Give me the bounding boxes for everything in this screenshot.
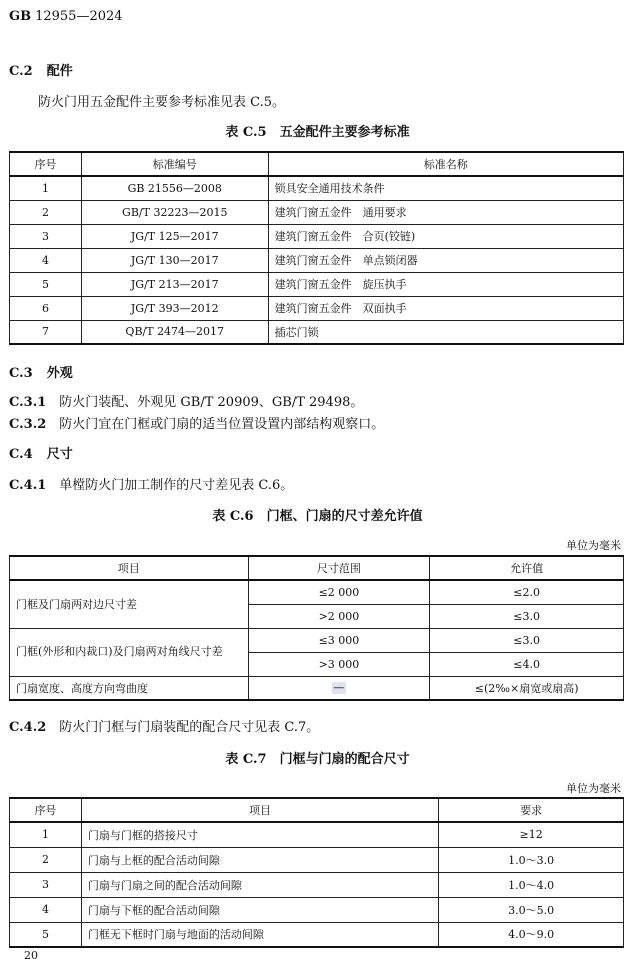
table-cell: 1 <box>10 822 82 847</box>
table-row <box>10 272 624 296</box>
table-cell: 5 <box>10 272 82 296</box>
table-row <box>10 200 624 224</box>
table-cell: 1.0～3.0 <box>439 847 624 872</box>
table-row <box>10 872 624 897</box>
clause-number: C.4.2 <box>9 720 47 735</box>
table-cell: 建筑门窗五金件 合页(铰链) <box>268 224 623 248</box>
table-cell: 门框(外形和内裁口)及门扇两对角线尺寸差 <box>10 628 249 676</box>
table-row <box>10 224 624 248</box>
clause-text: 防火门装配、外观见 GB/T 20909、GB/T 29498。 <box>59 395 364 410</box>
table-cell: ≤3 000 <box>248 628 430 652</box>
table-cell: 建筑门窗五金件 双面执手 <box>268 296 623 320</box>
table-c7-caption: 表 C.7 门框与门扇的配合尺寸 <box>225 752 410 767</box>
table-c6 <box>9 555 624 701</box>
table-row <box>10 922 624 947</box>
table-cell: GB/T 32223—2015 <box>81 200 268 224</box>
table-row <box>10 248 624 272</box>
table-row <box>10 847 624 872</box>
section-title: 尺寸 <box>46 447 73 462</box>
column-header: 标准编号 <box>81 152 268 176</box>
table-c6-caption: 表 C.6 门框、门扇的尺寸差允许值 <box>212 509 423 524</box>
table-cell: >2 000 <box>248 604 430 628</box>
table-cell: 3.0～5.0 <box>439 897 624 922</box>
table-cell: QB/T 2474—2017 <box>81 320 268 344</box>
table-cell: 7 <box>10 320 82 344</box>
table-cell: 4 <box>10 248 82 272</box>
clause-text: 防火门门框与门扇装配的配合尺寸见表 C.7。 <box>59 720 320 735</box>
c42-paragraph <box>9 716 319 735</box>
column-header: 项目 <box>10 556 249 580</box>
clause-number: C.4.1 <box>9 478 47 493</box>
column-header: 尺寸范围 <box>248 556 430 580</box>
section-c3-heading <box>9 362 73 381</box>
table-cell: 1.0～4.0 <box>439 872 624 897</box>
table-cell: 5 <box>10 922 82 947</box>
table-cell: 3 <box>10 872 82 897</box>
table-cell: 1 <box>10 176 82 200</box>
section-c2-heading <box>9 60 73 79</box>
table-cell: 门扇与门扇之间的配合活动间隙 <box>81 872 438 897</box>
table-cell: 2 <box>10 200 82 224</box>
table-c6-unit: 单位为毫米 <box>566 539 621 552</box>
table-cell: 门扇宽度、高度方向弯曲度 <box>10 676 249 700</box>
table-cell: JG/T 393—2012 <box>81 296 268 320</box>
table-row <box>10 580 624 604</box>
column-header: 要求 <box>439 798 624 822</box>
table-cell: 建筑门窗五金件 单点锁闭器 <box>268 248 623 272</box>
column-header: 序号 <box>10 798 82 822</box>
table-cell: JG/T 125—2017 <box>81 224 268 248</box>
table-header-row <box>10 152 624 176</box>
table-cell: 门框及门扇两对边尺寸差 <box>10 580 249 628</box>
table-c7 <box>9 797 624 948</box>
column-header: 序号 <box>10 152 82 176</box>
table-cell: 门扇与上框的配合活动间隙 <box>81 847 438 872</box>
c32-paragraph <box>9 413 384 432</box>
c41-paragraph <box>9 474 293 493</box>
table-header-row <box>10 556 624 580</box>
table-cell: 门扇与下框的配合活动间隙 <box>81 897 438 922</box>
table-row <box>10 897 624 922</box>
column-header: 项目 <box>81 798 438 822</box>
table-c5 <box>9 151 624 345</box>
table-cell: 建筑门窗五金件 旋压执手 <box>268 272 623 296</box>
table-cell <box>248 676 430 700</box>
table-cell: ≥12 <box>439 822 624 847</box>
table-row <box>10 296 624 320</box>
clause-text: 单樘防火门加工制作的尺寸差见表 C.6。 <box>59 478 294 493</box>
clause-number: C.3.2 <box>9 417 47 432</box>
table-cell: 4 <box>10 897 82 922</box>
table-cell: >3 000 <box>248 652 430 676</box>
header-std: GB <box>9 9 32 24</box>
table-c7-unit: 单位为毫米 <box>566 782 621 795</box>
table-cell: ≤(2‰×扇宽或扇高) <box>430 676 624 700</box>
table-cell: ≤3.0 <box>430 604 624 628</box>
table-cell: JG/T 213—2017 <box>81 272 268 296</box>
dash-mark: — <box>333 681 345 695</box>
section-c4-heading <box>9 443 73 462</box>
table-row <box>10 320 624 344</box>
table-cell: 建筑门窗五金件 通用要求 <box>268 200 623 224</box>
table-cell: JG/T 130—2017 <box>81 248 268 272</box>
table-cell: ≤4.0 <box>430 652 624 676</box>
table-row <box>10 176 624 200</box>
table-cell: 3 <box>10 224 82 248</box>
table-row <box>10 676 624 700</box>
table-cell: 4.0～9.0 <box>439 922 624 947</box>
section-title: 配件 <box>46 64 73 79</box>
c2-paragraph: 防火门用五金配件主要参考标准见表 C.5。 <box>38 95 286 110</box>
section-title: 外观 <box>46 366 73 381</box>
table-cell: 锁具安全通用技术条件 <box>268 176 623 200</box>
column-header: 标准名称 <box>268 152 623 176</box>
table-cell: ≤2 000 <box>248 580 430 604</box>
c31-paragraph <box>9 391 363 410</box>
table-cell: ≤3.0 <box>430 628 624 652</box>
table-cell: 门扇与门框的搭接尺寸 <box>81 822 438 847</box>
column-header: 允许值 <box>430 556 624 580</box>
table-cell: ≤2.0 <box>430 580 624 604</box>
clause-number: C.3.1 <box>9 395 47 410</box>
table-cell: 门框无下框时门扇与地面的活动间隙 <box>81 922 438 947</box>
document-header <box>9 9 123 24</box>
table-row <box>10 628 624 652</box>
section-number: C.4 <box>9 447 33 462</box>
table-cell: 2 <box>10 847 82 872</box>
table-cell: GB 21556—2008 <box>81 176 268 200</box>
table-row <box>10 822 624 847</box>
section-number: C.3 <box>9 366 33 381</box>
table-cell: 插芯门锁 <box>268 320 623 344</box>
section-number: C.2 <box>9 64 33 79</box>
table-c5-caption: 表 C.5 五金配件主要参考标准 <box>225 125 410 140</box>
table-header-row <box>10 798 624 822</box>
table-cell: 6 <box>10 296 82 320</box>
clause-text: 防火门宜在门框或门扇的适当位置设置内部结构观察口。 <box>59 417 385 432</box>
header-number: 12955—2024 <box>35 9 123 24</box>
page-number: 20 <box>24 949 38 962</box>
